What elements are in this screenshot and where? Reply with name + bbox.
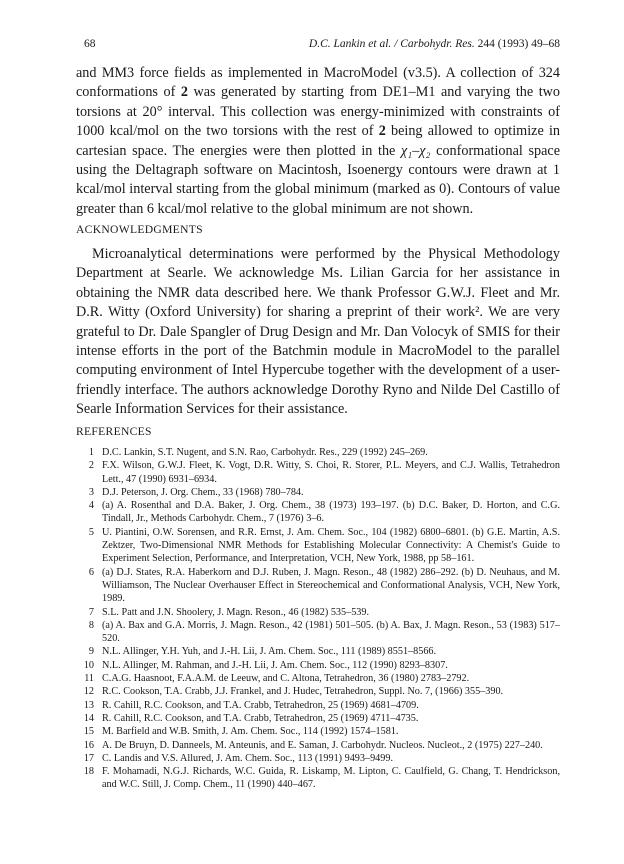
reference-number: 11 <box>84 673 94 685</box>
reference-text: N.L. Allinger, M. Rahman, and J.-H. Lii, J. Am. Chem. Soc., 112 (1990) 8293–8307. <box>102 659 448 671</box>
reference-number: 9 <box>88 646 94 658</box>
reference-text: S.L. Patt and J.N. Shoolery, J. Magn. Reson., 46 (1982) 535–539. <box>102 606 370 618</box>
reference-item <box>76 486 560 499</box>
reference-number: 17 <box>83 752 94 764</box>
running-header-journal: Carbohydr. Res. <box>400 38 475 50</box>
reference-item <box>76 765 560 792</box>
reference-text: (a) A. Bax and G.A. Morris, J. Magn. Reson., 42 (1981) 501–505. (b) A. Bax, J. Magn. Reson., 53 (1983) 517–520. <box>102 619 560 645</box>
reference-number: 16 <box>83 739 94 751</box>
reference-text: N.L. Allinger, Y.H. Yuh, and J.-H. Lii, J. Am. Chem. Soc., 111 (1989) 8551–8566. <box>102 646 437 658</box>
reference-number: 6 <box>88 566 94 578</box>
para1-text-c: being allowed to optimize in cartesian space. The energies were then plotted in the <box>76 123 560 159</box>
running-header: D.C. Lankin et al. / Carbohydr. Res. 244 (1993) 49–68 <box>308 38 560 50</box>
reference-text: F.X. Wilson, G.W.J. Fleet, K. Vogt, D.R. Witty, S. Choi, R. Storer, P.L. Meyers, and C.J. Wallis, Tetrahedron Lett., 47 (1990) 6931–6934. <box>102 460 560 485</box>
reference-text: R. Cahill, R.C. Cookson, and T.A. Crabb, Tetrahedron, 25 (1969) 4681–4709. <box>102 699 419 711</box>
reference-item <box>76 606 560 619</box>
reference-item <box>76 619 560 646</box>
para1-text-a: and MM3 force fields as implemented in MacroModel (v3.5). A collection of 324 conformations of <box>76 65 560 101</box>
para1-text-b: was generated by starting from DE1–M1 and varying the two torsions at 20° interval. This collection was energy-minimized with constraints of 1000 kcal/mol on the two torsions with the rest of <box>76 84 560 140</box>
reference-item <box>76 645 560 658</box>
reference-list <box>76 446 560 792</box>
reference-item <box>76 712 560 725</box>
paragraph-methods-continued <box>76 64 560 219</box>
page-header <box>84 36 560 52</box>
reference-item <box>76 659 560 672</box>
reference-text: D.J. Peterson, J. Org. Chem., 33 (1968) 780–784. <box>102 486 304 498</box>
reference-item <box>76 566 560 606</box>
reference-number: 5 <box>88 526 94 538</box>
reference-number: 10 <box>83 659 94 671</box>
reference-text: A. De Bruyn, D. Danneels, M. Anteunis, and E. Saman, J. Carbohydr. Nucleos. Nucleot., 2 (1975) 227–240. <box>102 739 543 751</box>
para1-bold-compound: 2 <box>180 84 188 101</box>
reference-number: 3 <box>88 486 94 498</box>
reference-number: 14 <box>83 712 94 724</box>
reference-item <box>76 446 560 459</box>
reference-item <box>76 739 560 752</box>
reference-text: R. Cahill, R.C. Cookson, and T.A. Crabb, Tetrahedron, 25 (1969) 4711–4735. <box>102 712 419 724</box>
para1-chi-expression: χ₁–χ₂ <box>401 142 431 159</box>
reference-text: C. Landis and V.S. Allured, J. Am. Chem. Soc., 113 (1991) 9493–9499. <box>102 752 394 764</box>
running-header-year-pages: (1993) 49–68 <box>497 38 560 50</box>
reference-item <box>76 672 560 685</box>
reference-item <box>76 685 560 698</box>
reference-text: D.C. Lankin, S.T. Nugent, and S.N. Rao, Carbohydr. Res., 229 (1992) 245–269. <box>102 447 428 458</box>
page-number: 68 <box>84 38 96 50</box>
reference-item <box>76 526 560 566</box>
reference-number: 12 <box>83 686 94 698</box>
para1-text-d: conformational space using the Deltagraph software on Macintosh, Isoenergy contours were drawn at 1 kcal/mol interval starting from the global minimum (marked as 0). Contours of value greater than 6 kcal/mol relative to the global minimum are not shown. <box>76 142 560 217</box>
reference-number: 2 <box>88 460 94 472</box>
reference-number: 7 <box>88 606 94 618</box>
reference-number: 15 <box>83 726 94 738</box>
reference-number: 1 <box>88 447 94 458</box>
reference-item <box>76 459 560 486</box>
reference-text: F. Mohamadi, N.G.J. Richards, W.C. Guida, R. Liskamp, M. Lipton, C. Caulfield, G. Chang, T. Hendrickson, and W.C. Still, J. Comp. Chem., 11 (1990) 440–467. <box>102 766 560 791</box>
references-heading: REFERENCES <box>76 425 152 438</box>
reference-item <box>76 752 560 765</box>
reference-number: 8 <box>88 619 94 631</box>
reference-text: (a) A. Rosenthal and D.A. Baker, J. Org. Chem., 38 (1973) 193–197. (b) D.C. Baker, D. Horton, and C.G. Tindall, Jr., Methods Carbohydr. Chem., 7 (1976) 3–6. <box>102 500 560 525</box>
acknowledgments-heading: ACKNOWLEDGMENTS <box>76 223 203 236</box>
reference-text: (a) D.J. States, R.A. Haberkorn and D.J. Ruben, J. Magn. Reson., 48 (1982) 286–292. (b) D. Neuhaus, and M. Williamson, The Nuclear Overhauser Effect in Stereochemical and Conformational Analysis, VCH, New York, 1989. <box>102 566 560 605</box>
paragraph-acknowledgments: Microanalytical determinations were performed by the Physical Methodology Department at Searle. We acknowledge Ms. Lilian Garcia for her assistance in obtaining the NMR data described here. We thank Professor G.W.J. Fleet and Mr. D.R. Witty (Oxford University) for sharing a preprint of their work². We are very grateful to Dr. Dale Spangler of Drug Design and Mr. Dan Volocyk of SMIS for their intense efforts in the port of the Batchmin module in MacroModel to the parallel computing environment of Intel Hypercube together with the development of a user-friendly interface. The authors acknowledge Dorothy Ryno and Nilde Del Castillo of Searle Information Services for their assistance. <box>76 246 560 418</box>
reference-text: M. Barfield and W.B. Smith, J. Am. Chem. Soc., 114 (1992) 1574–1581. <box>102 726 399 738</box>
reference-item <box>76 725 560 738</box>
reference-number: 13 <box>83 699 94 711</box>
reference-text: U. Piantini, O.W. Sorensen, and R.R. Ernst, J. Am. Chem. Soc., 104 (1982) 6800–6801. (b) G.E. Martin, A.S. Zektzer, Two-Dimensional NMR Methods for Establishing Molecular Connectivity: A Chemist's Guide to Experiment Selection, Performance, and Interpretation, VCH, New York, 1988, pp 58–161. <box>102 526 560 565</box>
running-header-volume: 244 <box>477 38 495 50</box>
reference-text: C.A.G. Haasnoot, F.A.A.M. de Leeuw, and C. Altona, Tetrahedron, 36 (1980) 2783–2792. <box>102 673 470 685</box>
reference-text: R.C. Cookson, T.A. Crabb, J.J. Frankel, and J. Hudec, Tetrahedron, Suppl. No. 7, (1966) 355–390. <box>102 686 504 698</box>
para1-bold-compound-2: 2 <box>378 123 386 140</box>
reference-number: 18 <box>83 766 94 778</box>
reference-item <box>76 699 560 712</box>
running-header-authors: D.C. Lankin et al. <box>308 38 392 50</box>
reference-item <box>76 499 560 526</box>
reference-number: 4 <box>88 500 94 512</box>
